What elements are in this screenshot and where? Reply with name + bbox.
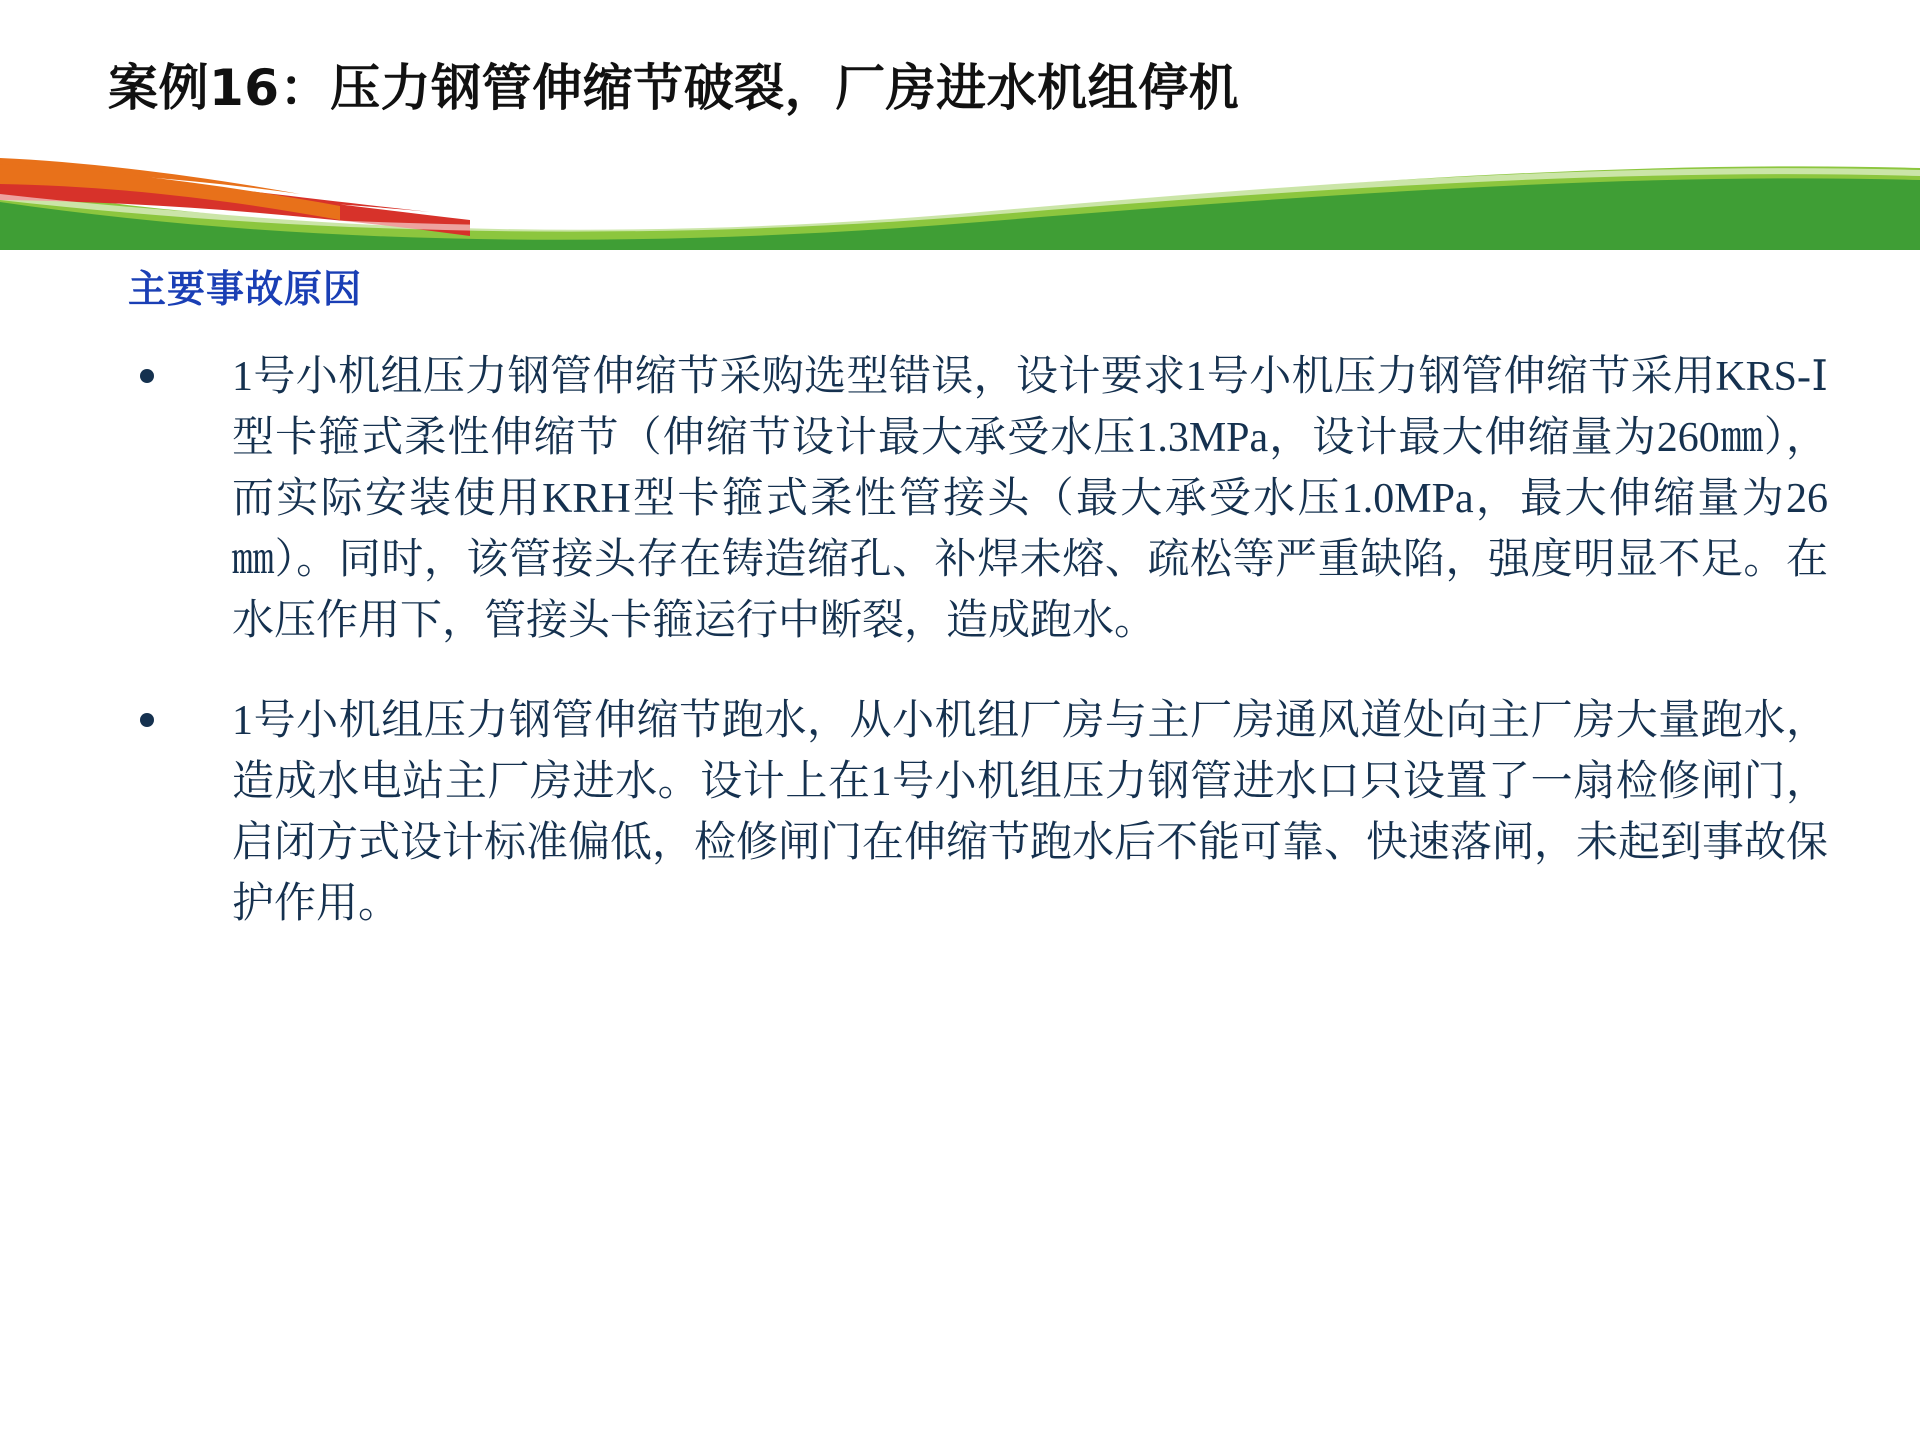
slide-content [0, 258, 1920, 975]
bullet-text: 1号小机组压力钢管伸缩节采购选型错误，设计要求1号小机压力钢管伸缩节采用KRS-Ⅰ型卡箍式柔性伸缩节（伸缩节设计最大承受水压1.3MPa，设计最大伸缩量为260㎜），而实际安装使用KRH型卡箍式柔性管接头（最大承受水压1.0MPa，最大伸缩量为26㎜）。同时，该管接头存在铸造缩孔、补焊未熔、疏松等严重缺陷，强度明显不足。在水压作用下，管接头卡箍运行中断裂，造成跑水。 [232, 354, 1828, 644]
list-item [0, 347, 1920, 651]
bullet-list [0, 347, 1920, 935]
band-swoosh-icon [0, 150, 1920, 250]
section-heading: 主要事故原因 [128, 267, 363, 311]
page-title: 案例16：压力钢管伸缩节破裂，厂房进水机组停机 [108, 59, 1240, 117]
bullet-dot-icon [140, 369, 154, 383]
decorative-band [0, 150, 1920, 250]
bullet-dot-icon [140, 713, 154, 727]
title-area [0, 48, 1920, 158]
list-item [0, 691, 1920, 935]
bullet-text: 1号小机组压力钢管伸缩节跑水，从小机组厂房与主厂房通风道处向主厂房大量跑水，造成水电站主厂房进水。设计上在1号小机组压力钢管进水口只设置了一扇检修闸门，启闭方式设计标准偏低，检修闸门在伸缩节跑水后不能可靠、快速落闸，未起到事故保护作用。 [232, 698, 1829, 928]
